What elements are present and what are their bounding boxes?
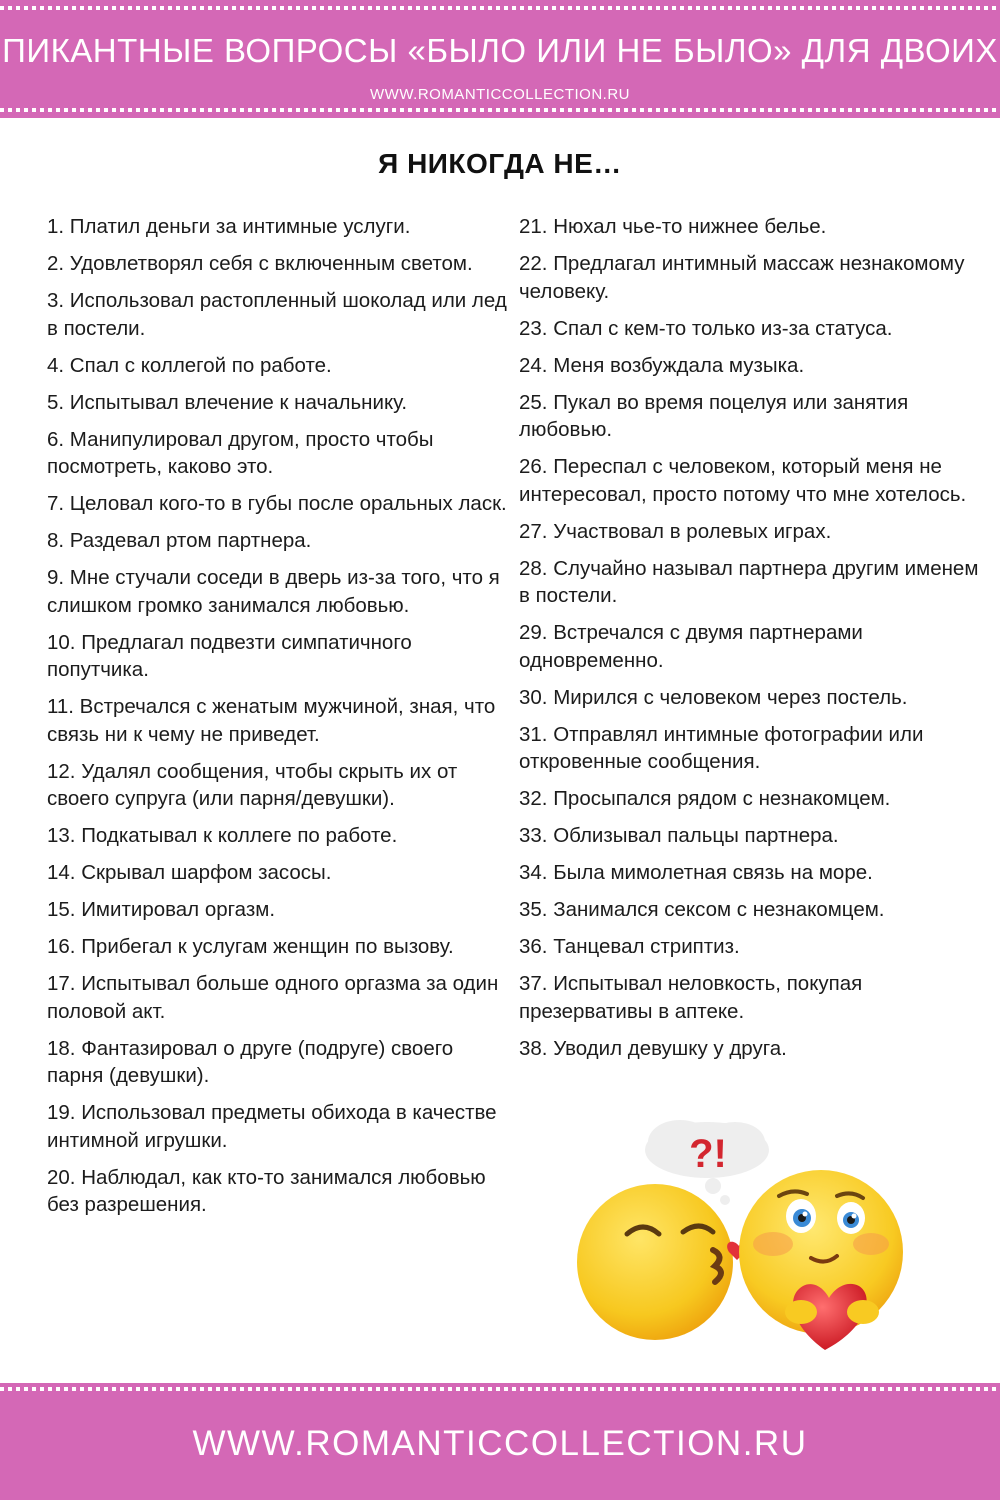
question-item: 26. Переспал с человеком, который меня не интересовал, просто потому что мне хотелось. xyxy=(519,455,967,506)
question-item: 2. Удовлетворял себя с включенным светом. xyxy=(47,252,473,275)
question-item: 18. Фантазировал о друге (подруге) своего парня (девушки). xyxy=(47,1036,454,1087)
question-item: 23. Спал с кем-то только из-за статуса. xyxy=(519,316,893,340)
bubble-text: ?! xyxy=(689,1132,727,1176)
question-item: 13. Подкатывал к коллеге по работе. xyxy=(47,824,398,847)
question-item: 6. Манипулировал другом, просто чтобы посмотреть, каково это. xyxy=(47,427,434,478)
question-item: 20. Наблюдал, как кто-то занимался любовью без разрешения. xyxy=(47,1165,486,1216)
question-item: 15. Имитировал оргазм. xyxy=(47,898,276,921)
question-item: 22. Предлагал интимный массаж незнакомому человеку. xyxy=(519,252,965,303)
question-item: 24. Меня возбуждала музыка. xyxy=(519,353,805,377)
smiling-face-with-heart xyxy=(739,1170,903,1350)
question-item: 35. Занимался сексом с незнакомцем. xyxy=(519,898,885,921)
header-dashed-border-bottom xyxy=(0,108,1000,112)
kissing-face xyxy=(577,1184,747,1340)
questions-column-right xyxy=(519,213,989,1072)
question-item: 7. Целовал кого-то в губы после оральных ласк. xyxy=(47,492,507,515)
question-item: 21. Нюхал чье-то нижнее белье. xyxy=(519,215,827,238)
question-item: 38. Уводил девушку у друга. xyxy=(519,1036,787,1060)
questions-column-left xyxy=(47,213,507,1228)
question-item: 34. Была мимолетная связь на море. xyxy=(519,861,873,884)
question-item: 37. Испытывал неловкость, покупая презервативы в аптеке. xyxy=(519,972,863,1023)
question-item: 8. Раздевал ртом партнера. xyxy=(47,529,312,552)
question-item: 36. Танцевал стриптиз. xyxy=(519,935,740,958)
question-item: 28. Случайно называл партнера другим именем в постели. xyxy=(519,556,979,607)
footer-dashed-border xyxy=(0,1387,1000,1391)
question-item: 10. Предлагал подвезти симпатичного попутчика. xyxy=(47,630,412,681)
question-item: 19. Использовал предметы обихода в качестве интимной игрушки. xyxy=(47,1101,497,1152)
question-item: 32. Просыпался рядом с незнакомцем. xyxy=(519,787,891,810)
question-item: 33. Облизывал пальцы партнера. xyxy=(519,824,839,847)
question-item: 25. Пукал во время поцелуя или занятия любовью. xyxy=(519,390,909,441)
kissing-emoji-pair-icon xyxy=(575,1120,915,1360)
question-item: 30. Мирился с человеком через постель. xyxy=(519,685,908,709)
question-item: 12. Удалял сообщения, чтобы скрыть их от своего супруга (или парня/девушки). xyxy=(47,759,458,810)
section-title: Я НИКОГДА НЕ… xyxy=(378,148,622,179)
header-website-url: WWW.ROMANTICCOLLECTION.RU xyxy=(370,86,630,103)
question-item: 9. Мне стучали соседи в дверь из-за того, что я слишком громко занимался любовью. xyxy=(47,566,500,617)
footer-band xyxy=(0,1383,1000,1500)
page-title: ПИКАНТНЫЕ ВОПРОСЫ «БЫЛО ИЛИ НЕ БЫЛО» ДЛЯ ДВОИХ xyxy=(2,32,998,69)
question-item: 17. Испытывал больше одного оргазма за один половой акт. xyxy=(47,972,499,1023)
question-item: 11. Встречался с женатым мужчиной, зная, что связь ни к чему не приведет. xyxy=(47,695,496,746)
question-item: 29. Встречался с двумя партнерами одновременно. xyxy=(519,621,863,672)
question-item: 1. Платил деньги за интимные услуги. xyxy=(47,215,411,238)
header-dashed-border-top xyxy=(0,6,1000,10)
question-item: 5. Испытывал влечение к начальнику. xyxy=(47,390,408,414)
question-item: 16. Прибегал к услугам женщин по вызову. xyxy=(47,935,454,958)
question-item: 27. Участвовал в ролевых играх. xyxy=(519,519,832,543)
header-band xyxy=(0,0,1000,118)
question-item: 3. Использовал растопленный шоколад или лед в постели. xyxy=(47,289,507,340)
kissing-emoji-illustration xyxy=(575,1120,915,1360)
question-item: 31. Отправлял интимные фотографии или откровенные сообщения. xyxy=(519,722,924,773)
question-item: 14. Скрывал шарфом засосы. xyxy=(47,861,332,884)
footer-website-url: WWW.ROMANTICCOLLECTION.RU xyxy=(192,1424,808,1463)
question-item: 4. Спал с коллегой по работе. xyxy=(47,353,332,377)
